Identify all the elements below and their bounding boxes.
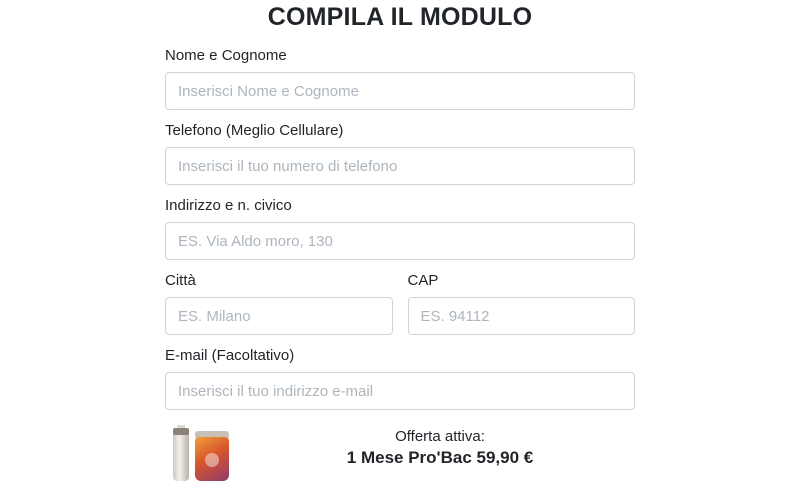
label-indirizzo: Indirizzo e n. civico [165, 197, 292, 214]
label-cap: CAP [407, 272, 439, 289]
input-cap[interactable] [408, 297, 636, 335]
field-email [165, 346, 635, 410]
row-citta-cap [165, 271, 635, 346]
label-citta: Città [165, 272, 196, 289]
label-telefono: Telefono (Meglio Cellulare) [165, 122, 344, 139]
field-indirizzo [165, 196, 635, 260]
offer-text [245, 425, 635, 469]
offer-summary [165, 425, 635, 481]
offer-heading: Offerta attiva: [395, 428, 485, 445]
input-nome-e-cognome[interactable] [165, 72, 635, 110]
pouch-badge-icon [205, 453, 219, 467]
page-title: COMPILA IL MODULO [267, 3, 533, 31]
bottle-cap-icon [173, 428, 189, 435]
input-telefono[interactable] [165, 147, 635, 185]
field-telefono [165, 121, 635, 185]
product-image [165, 425, 235, 481]
input-indirizzo[interactable] [165, 222, 635, 260]
form-container [165, 0, 635, 481]
input-citta[interactable] [165, 297, 393, 335]
field-nome-e-cognome [165, 46, 635, 110]
field-cap [408, 271, 636, 335]
input-email[interactable] [165, 372, 635, 410]
label-email: E-mail (Facoltativo) [165, 347, 295, 364]
offer-detail: 1 Mese Pro'Bac 59,90 € [346, 448, 534, 467]
bottle-icon [173, 431, 189, 481]
field-citta [165, 271, 393, 335]
label-nome-e-cognome: Nome e Cognome [165, 47, 287, 64]
